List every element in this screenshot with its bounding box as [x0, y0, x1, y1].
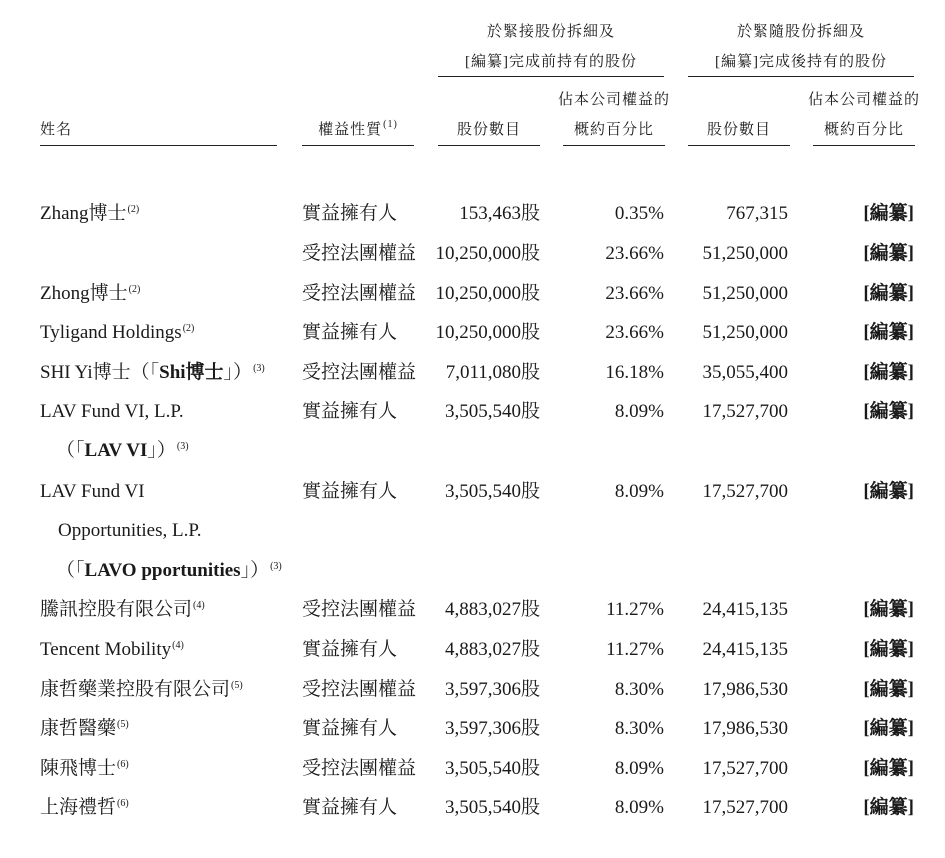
- holder-name: LAV Fund VI, L.P.: [40, 401, 184, 422]
- pct-before: 11.27%: [606, 599, 664, 620]
- shares-before: 3,597,306股: [444, 718, 540, 739]
- shares-after: 17,527,700: [702, 797, 788, 818]
- holder-name: 康哲醫藥$^{(5)}$: [40, 718, 129, 739]
- pct-before: 8.09%: [614, 401, 664, 422]
- interest-nature: 受控法團權益: [302, 758, 417, 779]
- shares-before: 3,505,540股: [444, 401, 540, 422]
- rule-nature: [302, 145, 414, 146]
- shares-before: 3,505,540股: [444, 481, 540, 502]
- group-header-before-line2: [編纂]完成前持有的股份: [465, 54, 637, 70]
- interest-nature: 實益擁有人: [302, 639, 398, 660]
- pct-after: [編纂]: [863, 718, 914, 739]
- shares-after: 17,527,700: [702, 758, 788, 779]
- shares-before: 10,250,000股: [435, 322, 540, 343]
- shares-before: 3,597,306股: [444, 679, 540, 700]
- pct-before: 0.35%: [614, 203, 664, 224]
- pct-after: [編纂]: [863, 243, 914, 264]
- rule-shares-after: [688, 145, 790, 146]
- rule-pct-after: [813, 145, 915, 146]
- holder-name: 騰訊控股有限公司$^{(4)}$: [40, 599, 205, 620]
- shares-after: 35,055,400: [702, 362, 788, 383]
- holder-name: Zhang博士$^{(2)}$: [40, 203, 140, 224]
- pct-after: [編纂]: [863, 362, 914, 383]
- interest-nature: 實益擁有人: [302, 322, 398, 343]
- shares-after: 767,315: [726, 203, 788, 224]
- interest-nature: 受控法團權益: [302, 599, 417, 620]
- holder-name: Tyligand Holdings$^{(2)}$: [40, 322, 195, 343]
- rule-shares-before: [438, 145, 540, 146]
- holder-name: 康哲藥業控股有限公司$^{(5)}$: [40, 679, 243, 700]
- shares-after: 17,986,530: [702, 679, 788, 700]
- pct-before: 23.66%: [605, 283, 664, 304]
- pct-after: [編纂]: [863, 679, 914, 700]
- group-header-after-line2: [編纂]完成後持有的股份: [715, 54, 887, 70]
- pct-after: [編纂]: [863, 639, 914, 660]
- pct-before: 23.66%: [605, 322, 664, 343]
- pct-after: [編纂]: [863, 322, 914, 343]
- shares-before: 10,250,000股: [435, 283, 540, 304]
- pct-before: 8.09%: [614, 481, 664, 502]
- pct-after: [編纂]: [863, 599, 914, 620]
- pct-before: 16.18%: [605, 362, 664, 383]
- pct-before: 23.66%: [605, 243, 664, 264]
- shares-after: 17,986,530: [702, 718, 788, 739]
- holder-name: LAV Fund VI: [40, 481, 145, 502]
- shares-before: 10,250,000股: [435, 243, 540, 264]
- group-rule-after: [688, 76, 914, 77]
- pct-after: [編纂]: [863, 481, 914, 502]
- shares-before: 4,883,027股: [444, 599, 540, 620]
- holder-name: Tencent Mobility$^{(4)}$: [40, 639, 184, 660]
- col-header-shares-after: 股份數目: [706, 122, 771, 138]
- pct-after: [編纂]: [863, 401, 914, 422]
- interest-nature: 實益擁有人: [302, 401, 398, 422]
- interest-nature: 受控法團權益: [302, 362, 417, 383]
- col-header-pct-after-line1: 佔本公司權益的: [807, 92, 920, 108]
- interest-nature: 受控法團權益: [302, 679, 417, 700]
- col-header-name: 姓名: [40, 122, 73, 138]
- col-header-shares-before: 股份數目: [456, 122, 521, 138]
- pct-before: 8.30%: [614, 718, 664, 739]
- group-header-before-line1: 於緊接股份拆細及: [486, 24, 615, 40]
- interest-nature: 實益擁有人: [302, 203, 398, 224]
- pct-before: 8.30%: [614, 679, 664, 700]
- pct-after: [編纂]: [863, 283, 914, 304]
- interest-nature: 實益擁有人: [302, 481, 398, 502]
- shares-before: 3,505,540股: [444, 758, 540, 779]
- interest-nature: 實益擁有人: [302, 718, 398, 739]
- shares-before: 7,011,080股: [445, 362, 540, 383]
- holder-name-line2: Opportunities, L.P.: [58, 520, 202, 541]
- pct-after: [編纂]: [863, 758, 914, 779]
- shares-before: 153,463股: [459, 203, 540, 224]
- col-header-pct-after-line2: 概約百分比: [823, 122, 904, 138]
- holder-name: SHI Yi博士（「Shi博士」）$^{(3)}$: [40, 362, 265, 383]
- col-header-pct-before-line1: 佔本公司權益的: [557, 92, 670, 108]
- holder-name: 陳飛博士$^{(6)}$: [40, 758, 129, 779]
- interest-nature: 受控法團權益: [302, 283, 417, 304]
- rule-pct-before: [563, 145, 665, 146]
- shares-after: 51,250,000: [702, 322, 788, 343]
- holder-name: 上海禮哲$^{(6)}$: [40, 797, 129, 818]
- interest-nature: 受控法團權益: [302, 243, 417, 264]
- pct-before: 11.27%: [606, 639, 664, 660]
- group-header-after-line1: 於緊隨股份拆細及: [736, 24, 865, 40]
- pct-before: 8.09%: [614, 758, 664, 779]
- holder-name: Zhong博士$^{(2)}$: [40, 283, 141, 304]
- col-header-pct-before-line2: 概約百分比: [573, 122, 654, 138]
- holder-name-defined-term: （「LAVO pportunities」）$^{(3)}$: [56, 560, 282, 581]
- shares-after: 51,250,000: [702, 243, 788, 264]
- shares-before: 3,505,540股: [444, 797, 540, 818]
- pct-before: 8.09%: [614, 797, 664, 818]
- shares-after: 17,527,700: [702, 481, 788, 502]
- pct-after: [編纂]: [863, 203, 914, 224]
- holder-name-defined-term: （「LAV VI」）$^{(3)}$: [56, 440, 189, 461]
- col-header-nature: 權益性質$^{(1)}$: [318, 119, 398, 138]
- shares-after: 17,527,700: [702, 401, 788, 422]
- group-rule-before: [438, 76, 664, 77]
- interest-nature: 實益擁有人: [302, 797, 398, 818]
- shares-after: 24,415,135: [702, 639, 788, 660]
- shares-after: 51,250,000: [702, 283, 788, 304]
- shares-after: 24,415,135: [702, 599, 788, 620]
- rule-name: [40, 145, 277, 146]
- pct-after: [編纂]: [863, 797, 914, 818]
- shares-before: 4,883,027股: [444, 639, 540, 660]
